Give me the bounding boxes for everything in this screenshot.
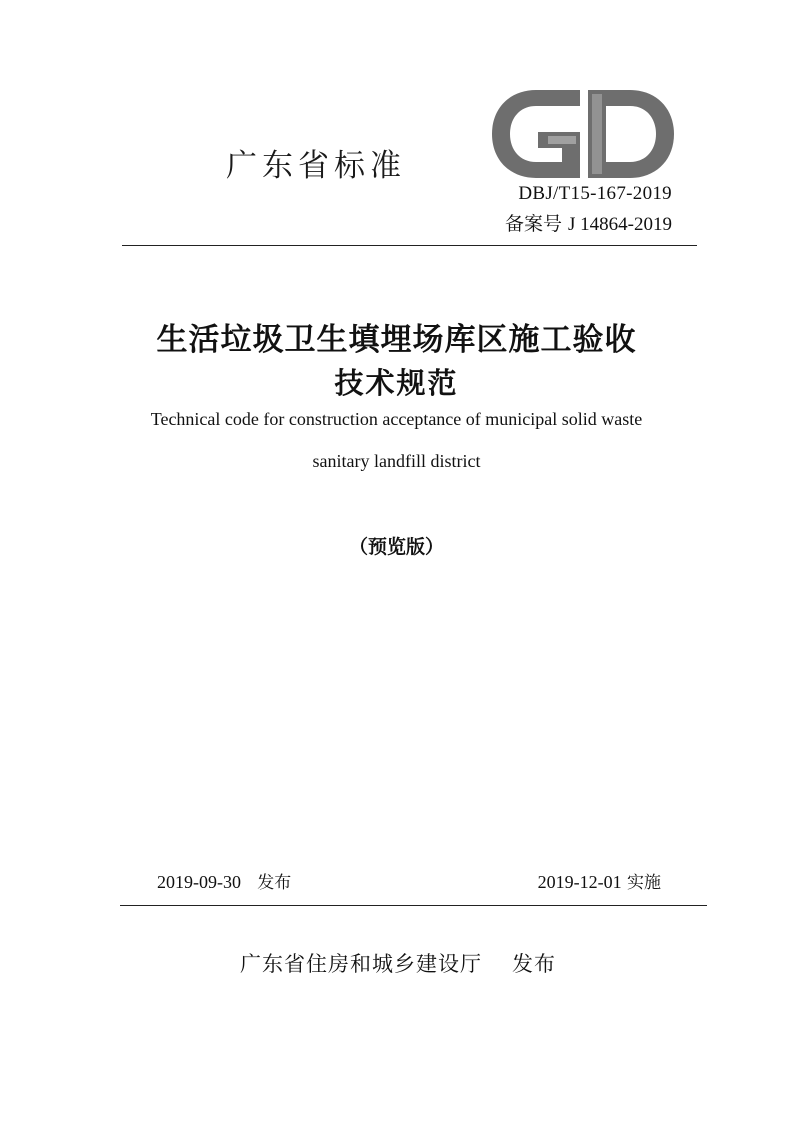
gd-logo-icon [488, 86, 678, 182]
bottom-divider [120, 905, 707, 906]
issuer-name: 广东省住房和城乡建设厅 [240, 952, 482, 976]
standard-code: DBJ/T15-167-2019 [518, 183, 672, 204]
effective-label: 实施 [627, 873, 661, 893]
standard-label: 广东省标准 [226, 148, 406, 184]
effective-date: 2019-12-01 [537, 872, 622, 892]
issue-label: 发布 [257, 873, 292, 893]
record-number-line [505, 209, 672, 236]
title-chinese-line1: 生活垃圾卫生填埋场库区施工验收 [156, 322, 637, 358]
title-chinese-line2: 技术规范 [334, 366, 459, 400]
title-english-line2: sanitary landfill district [312, 451, 481, 471]
edition-label: （预览版） [348, 536, 444, 558]
issuer-action: 发布 [512, 952, 556, 976]
issuer-line [240, 948, 556, 978]
issue-date-line [157, 868, 291, 893]
effective-date-line [538, 868, 661, 893]
title-english-line1: Technical code for construction acceptance of municipal solid waste [150, 409, 643, 429]
top-divider [122, 245, 697, 246]
record-number: J 14864-2019 [568, 214, 672, 235]
issue-date: 2019-09-30 [157, 872, 241, 892]
record-prefix: 备案号 [504, 213, 562, 235]
